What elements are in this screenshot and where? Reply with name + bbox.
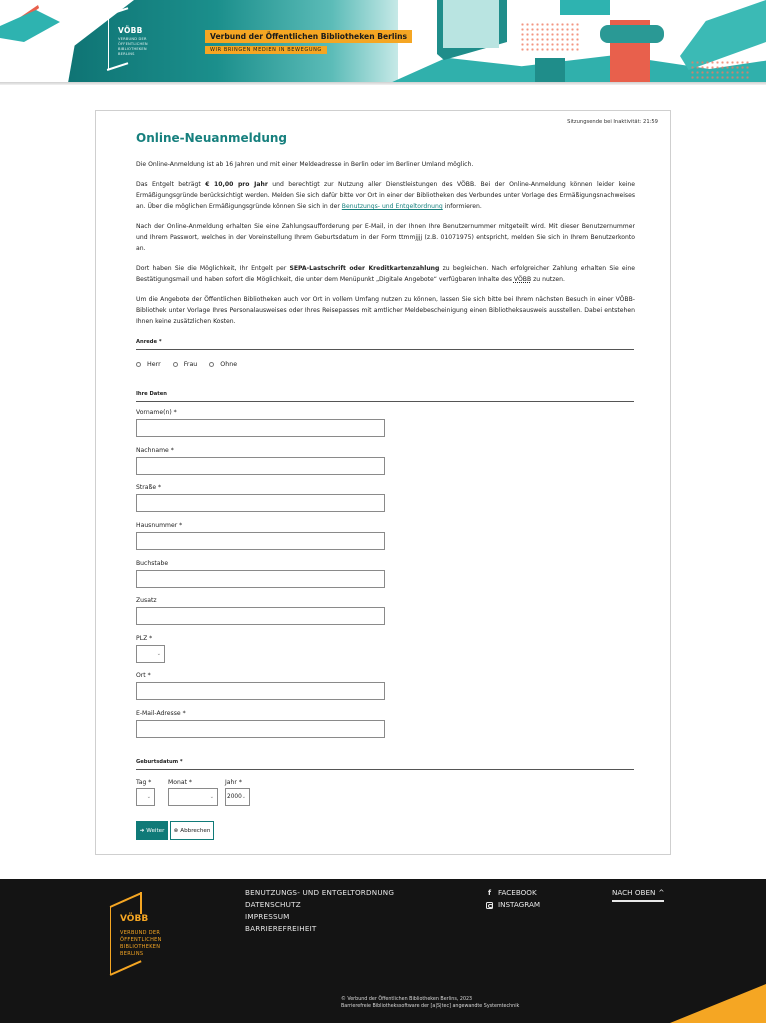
- jahr-label: Jahr *: [225, 779, 242, 786]
- tag-select[interactable]: [136, 788, 155, 806]
- logo-sub-line: ÖFFENTLICHEN: [118, 42, 148, 46]
- text: und berechtigt zur Nutzung aller Dienstleistungen des VÖBB. Bei der Online-Anmeldung können leider keine Ermäßigungsgründe berücksichtigt werden. Melden Sie sich dafür bitte vor Ort in einer der Bibliotheken des Verbundes unter Vorlage des Ermäßigungsnachweises an. Über die möglichen Ermäßigungsgründe können Sie sich in der: [136, 181, 636, 210]
- instagram-link[interactable]: [486, 900, 540, 910]
- footer-logo-line: BERLINS: [120, 951, 144, 957]
- footer-logo-line: BIBLIOTHEKEN: [120, 944, 161, 950]
- illustration-dots: [520, 22, 580, 52]
- text: zu nutzen.: [531, 276, 565, 283]
- usage-regulations-link[interactable]: Benutzungs- und Entgeltordnung: [341, 203, 443, 210]
- banner-title: Verbund der Öffentlichen Bibliotheken Berlins: [205, 30, 412, 43]
- intro-paragraph: [136, 263, 635, 285]
- facebook-icon: f: [487, 889, 492, 897]
- weiter-label: Weiter: [146, 827, 165, 834]
- plz-select[interactable]: [136, 645, 165, 663]
- illustration-dots-2: [690, 60, 750, 80]
- radio-circle-icon[interactable]: [136, 362, 141, 367]
- chevron-down-icon: ⌄: [146, 794, 151, 800]
- intro-text: [136, 159, 635, 336]
- strasse-input[interactable]: [136, 494, 385, 512]
- radio-label: Herr: [147, 361, 161, 368]
- header-banner: [0, 0, 766, 83]
- banner-divider: [0, 82, 766, 85]
- logo-subtitle: [118, 37, 148, 57]
- footer-link-accessibility[interactable]: BARRIEREFREIHEIT: [245, 924, 317, 933]
- intro-paragraph: Nach der Online-Anmeldung erhalten Sie eine Zahlungsaufforderung per E-Mail, in der Ihnen Ihre Benutzernummer mitgeteilt wird. Mit dieser Benutzernummer und Ihrem Passwort, welches in der Voreinstellung Ihrem Geburtsdatum in der Form ttmmjjjj (z.B. 01071975) entspricht, melden Sie sich in Ihrem Benutzerkonto an.: [136, 223, 635, 252]
- buchstabe-input[interactable]: [136, 570, 385, 588]
- radio-label: Ohne: [220, 361, 238, 368]
- back-to-top-label: NACH OBEN: [612, 888, 656, 897]
- session-timeout: Sitzungsende bei Inaktivität: 21:59: [567, 119, 658, 125]
- footer-logo-frame-side: [110, 906, 115, 974]
- text: zu begleichen. Nach erfolgreicher Zahlung erhalten Sie eine Bestätigungsmail und haben sofort die Möglichkeit, die unter dem Menüpunkt „Digitale Angebote“ verfügbaren Inhalte des: [136, 265, 635, 283]
- radio-circle-icon[interactable]: [173, 362, 178, 367]
- buchstabe-label: Buchstabe: [136, 560, 169, 567]
- price-text: € 10,00 pro Jahr: [205, 181, 268, 188]
- copyright-text: © Verbund der Öffentlichen Bibliotheken Berlins, 2023: [341, 997, 473, 1002]
- chevron-down-icon: ⌄: [156, 651, 161, 657]
- intro-paragraph: Um die Angebote der Öffentlichen Bibliotheken auch vor Ort in vollem Umfang nutzen zu können, lassen Sie sich bitte bei Ihrem nächsten Besuch in einer VÖBB-Bibliothek unter Vorlage Ihres Personalausweises oder Ihres Reisepasses mit amtlicher Meldebescheinigung einen Bibliotheksausweis ausstellen. Dabei entstehen Ihnen keine zusätzlichen Kosten.: [136, 296, 635, 325]
- intro-paragraph: Die Online-Anmeldung ist ab 16 Jahren und mit einer Meldeadresse in Berlin oder im Berliner Umland möglich.: [136, 161, 474, 168]
- strasse-label: Straße *: [136, 484, 162, 491]
- software-credit: Barrierefreie Bibliothekssoftware der [a|S|tec] angewandte Systemtechnik: [341, 1004, 520, 1009]
- ort-label: Ort *: [136, 672, 151, 679]
- illustration-cloud: [600, 25, 664, 43]
- footer-link-usage-regulations[interactable]: BENUTZUNGS- UND ENTGELTORDNUNG: [245, 888, 395, 897]
- back-to-top-link[interactable]: [612, 888, 664, 902]
- logo-wordmark[interactable]: VÖBB: [118, 26, 143, 35]
- weiter-button[interactable]: [136, 821, 168, 840]
- payment-text: SEPA-Lastschrift oder Kreditkartenzahlung: [289, 265, 440, 272]
- chevron-up-icon: ^: [658, 888, 665, 897]
- plz-label: PLZ *: [136, 635, 153, 642]
- logo-sub-line: BIBLIOTHEKEN: [118, 47, 147, 51]
- radio-herr[interactable]: [136, 361, 161, 368]
- footer-logo-frame-icon: [140, 892, 142, 914]
- email-input[interactable]: [136, 720, 385, 738]
- vorname-label: Vorname(n) *: [136, 409, 177, 416]
- radio-frau[interactable]: [173, 361, 198, 368]
- text: Das Entgelt beträgt: [136, 181, 206, 188]
- abbrechen-button[interactable]: [170, 821, 214, 840]
- nachname-label: Nachname *: [136, 447, 174, 454]
- footer-link-privacy[interactable]: DATENSCHUTZ: [245, 900, 301, 909]
- banner-tagline: WIR BRINGEN MEDIEN IN BEWEGUNG: [205, 46, 327, 54]
- footer-links: [245, 888, 394, 934]
- hausnummer-label: Hausnummer *: [136, 522, 183, 529]
- logo-sub-line: BERLINS: [118, 52, 135, 56]
- registration-card: [95, 110, 671, 855]
- footer-logo-line: ÖFFENTLICHEN: [120, 937, 162, 943]
- tag-label: Tag *: [136, 779, 152, 786]
- radio-circle-icon[interactable]: [209, 362, 214, 367]
- anrede-radio-group: [136, 361, 237, 368]
- geburtsdatum-heading: Geburtsdatum *: [136, 759, 634, 770]
- footer: [0, 879, 766, 1023]
- illustration-monitor-screen: [443, 0, 499, 48]
- footer-logo-subtitle: [120, 930, 162, 958]
- vorname-input[interactable]: [136, 419, 385, 437]
- cancel-circle-icon: ⊗: [173, 827, 179, 834]
- footer-link-imprint[interactable]: IMPRESSUM: [245, 912, 290, 921]
- illustration-book: [0, 10, 60, 50]
- ihre-daten-heading: Ihre Daten: [136, 391, 634, 402]
- illustration-tablet: [535, 58, 565, 83]
- footer-orange-corner: [670, 984, 766, 1023]
- hausnummer-input[interactable]: [136, 532, 385, 550]
- zusatz-label: Zusatz: [136, 597, 157, 604]
- arrow-right-icon: ➜: [139, 827, 145, 834]
- page-title: Online-Neuanmeldung: [136, 131, 288, 145]
- monat-select[interactable]: [168, 788, 218, 806]
- footer-logo-line: VERBUND DER: [120, 930, 161, 936]
- radio-label: Frau: [183, 361, 198, 368]
- nachname-input[interactable]: [136, 457, 385, 475]
- illustration-book-small: [560, 0, 610, 15]
- jahr-value: 2000: [227, 794, 242, 800]
- jahr-select[interactable]: [225, 788, 250, 806]
- chevron-down-icon: ⌄: [241, 794, 246, 800]
- zusatz-input[interactable]: [136, 607, 385, 625]
- instagram-icon: [486, 902, 493, 909]
- footer-social: [486, 888, 540, 910]
- logo-frame-icon: [108, 14, 114, 70]
- abbrechen-label: Abbrechen: [180, 827, 211, 834]
- email-label: E-Mail-Adresse *: [136, 710, 186, 717]
- facebook-label: FACEBOOK: [498, 888, 537, 897]
- ort-input[interactable]: [136, 682, 385, 700]
- voebb-abbreviation: VÖBB: [513, 276, 532, 283]
- instagram-label: INSTAGRAM: [498, 900, 541, 909]
- anrede-heading: Anrede *: [136, 339, 634, 350]
- text: informieren.: [442, 203, 482, 210]
- footer-copyright: [341, 996, 519, 1010]
- facebook-link[interactable]: [486, 888, 540, 898]
- logo-sub-line: VERBUND DER: [118, 37, 147, 41]
- radio-ohne[interactable]: [209, 361, 237, 368]
- intro-paragraph: [136, 179, 635, 212]
- monat-label: Monat *: [168, 779, 192, 786]
- text: Dort haben Sie die Möglichkeit, Ihr Entgelt per: [136, 265, 290, 272]
- footer-logo-wordmark: VÖBB: [120, 914, 149, 924]
- chevron-down-icon: ⌄: [209, 794, 214, 800]
